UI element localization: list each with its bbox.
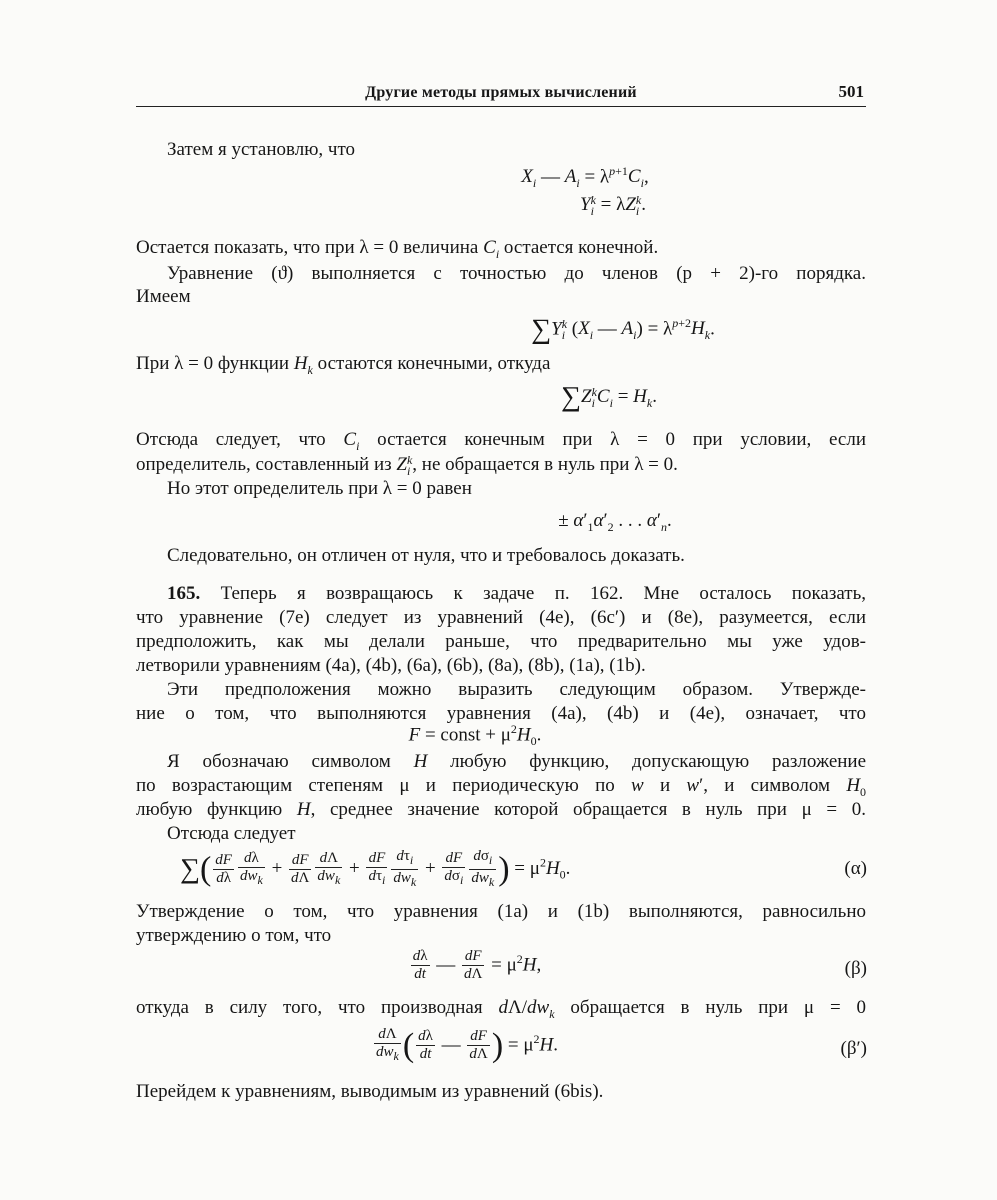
text-line: предположить, как мы делали раньше, что предварительно мы уже удов- <box>136 631 866 652</box>
equation-beta: $\frac{d\lambda}{dt}$ — $\frac{dF}{d\Lambda}$ = $\mu^2H$, <box>412 948 542 983</box>
text-line: определитель, составленный из Zk i , не обращается в нуль при λ = 0. <box>136 452 678 478</box>
text-line: по возрастающим степеням μ и периодическую по w и w′, и символом $H_0$ <box>136 775 867 799</box>
equation-alpha: ∑( $\frac{dF}{d\lambda}$ $\frac{d\lambda}{dw_k}$ + $\frac{dF}{d\Lambda}$ $\frac{d\Lambda}{dw_k}$ + $\frac{dF}{d\tau_i}$ $\frac{d\tau_i}{dw_k}$ + $\frac{dF}{d\sigma_i}$ $\frac{d\sigma_i}{dw_k}$ ) = $\mu^2H_0$. <box>180 848 571 889</box>
equation-label-alpha: (α) <box>844 858 867 879</box>
header-title: Другие методы прямых вычислений <box>365 84 637 101</box>
text-line: что уравнение (7e) следует из уравнений (4e), (6c′) и (8e), разумеется, если <box>136 607 866 628</box>
equation-2: Yk i = λZk i . <box>580 192 646 218</box>
page-number: 501 <box>838 82 864 101</box>
text-line: любую функцию H, среднее значение которой обращается в нуль при μ = 0. <box>136 799 867 820</box>
text-line: Отсюда следует, что $C_i$ остается конечным при λ = 0 при условии, если <box>136 429 867 453</box>
equation-label-beta: (β) <box>844 958 867 979</box>
equation-5: ± $\alpha'_1\alpha'_2$ . . . $\alpha'_n$. <box>558 510 672 534</box>
text-line: Остается показать, что при λ = 0 величина $C_i$ остается конечной. <box>136 237 659 261</box>
text-line: Уравнение (ϑ) выполняется с точностью до членов (p + 2)-го порядка. <box>167 263 866 284</box>
equation-label-beta-prime: (β′) <box>840 1038 867 1059</box>
text-line: Затем я установлю, что <box>167 139 356 160</box>
text-line: Отсюда следует <box>167 823 296 844</box>
running-header <box>136 82 866 107</box>
section-number: 165. <box>167 583 201 604</box>
text-line: При λ = 0 функции $H_k$ остаются конечными, откуда <box>136 353 551 377</box>
equation-3: ∑Yk i ($X_i$ — $A_i) = \lambda^{p+2}H_k$. <box>531 313 715 345</box>
text-line: Но этот определитель при λ = 0 равен <box>167 478 472 499</box>
text-line: Эти предположения можно выразить следующим образом. Утвержде- <box>167 679 866 700</box>
text-line: ние о том, что выполняются уравнения (4a), (4b) и (4e), означает, что <box>136 703 866 724</box>
equation-1: $X_i$ — $A_i = \lambda^{p+1}C_i$, <box>521 164 649 191</box>
equation-4: ∑Zk i $C_i = H_k$. <box>561 381 657 413</box>
text-line: Следовательно, он отличен от нуля, что и требовалось доказать. <box>167 545 685 566</box>
text-line: Имеем <box>136 286 191 307</box>
text-line: 165. Теперь я возвращаюсь к задаче п. 162. Мне осталось показать, <box>167 583 866 604</box>
text-line: Перейдем к уравнениям, выводимым из уравнений (6bis). <box>136 1081 604 1102</box>
text-line: откуда в силу того, что производная $d\Lambda/dw_k$ обращается в нуль при μ = 0 <box>136 997 867 1021</box>
text-line: Я обозначаю символом H любую функцию, допускающую разложение <box>167 751 867 772</box>
text-line: Утверждение о том, что уравнения (1a) и (1b) выполняются, равносильно <box>136 901 866 922</box>
text-line: летворили уравнениям (4a), (4b), (6a), (6b), (8a), (8b), (1a), (1b). <box>136 655 646 676</box>
text-line: утверждению о том, что <box>136 925 332 946</box>
equation-beta-prime: $\frac{d\Lambda}{dw_k}$ ( $\frac{d\lambda}{dt}$ — $\frac{dF}{d\Lambda}$ ) = $\mu^2H$. <box>375 1026 559 1064</box>
equation-6: F = const + $\mu^2H_0$. <box>408 722 542 749</box>
